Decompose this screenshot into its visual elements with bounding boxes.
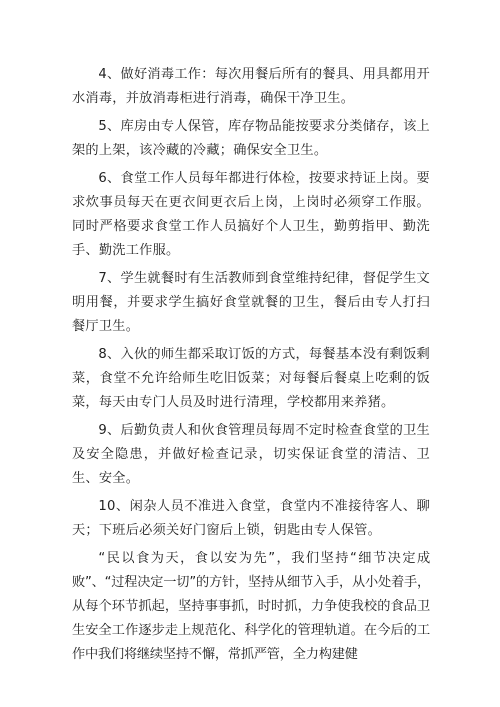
summary-paragraph: “民以食为天，食以安为先”，我们坚持“细节决定成败”、“过程决定一切”的方针，坚持从细节入手，从小处着手，从每个环节抓起，坚持事事抓，时时抓，力争使我校的食品卫生安全工作逐步走上规范化、科学化的管理轨道。在今后的工作中我们将继续坚持不懈，常抓严管，全力构建健 (72, 551, 430, 662)
paragraph-item-7: 7、学生就餐时有生活教师到食堂维持纪律，督促学生文明用餐，并要求学生搞好食堂就餐的卫生，餐后由专人打扫餐厅卫生。 (72, 271, 430, 334)
paragraph-item-6: 6、食堂工作人员每年都进行体检，按要求持证上岗。要求炊事员每天在更衣间更衣后上岗，上岗时必须穿工作服。同时严格要求食堂工作人员搞好个人卫生，勤剪指甲、勤洗手、勤洗工作服。 (72, 171, 430, 258)
paragraph-item-10: 10、闲杂人员不准进入食堂，食堂内不准接待客人、聊天；下班后必须关好门窗后上锁，钥匙由专人保管。 (72, 499, 430, 538)
document-body (72, 63, 430, 671)
paragraph-item-8: 8、入伙的师生都采取订饭的方式，每餐基本没有剩饭剩菜，食堂不允许给师生吃旧饭菜；对每餐后餐桌上吃剩的饭菜，每天由专门人员及时进行清理，学校都用来养猪。 (72, 347, 430, 410)
paragraph-item-9: 9、后勤负责人和伙食管理员每周不定时检查食堂的卫生及安全隐患，并做好检查记录，切实保证食堂的清洁、卫生、安全。 (72, 423, 430, 486)
paragraph-item-4: 4、做好消毒工作：每次用餐后所有的餐具、用具都用开水消毒，并放消毒柜进行消毒，确保干净卫生。 (72, 67, 430, 106)
paragraph-item-5: 5、库房由专人保管，库存物品能按要求分类储存，该上架的上架，该冷藏的冷藏；确保安全卫生。 (72, 119, 430, 158)
